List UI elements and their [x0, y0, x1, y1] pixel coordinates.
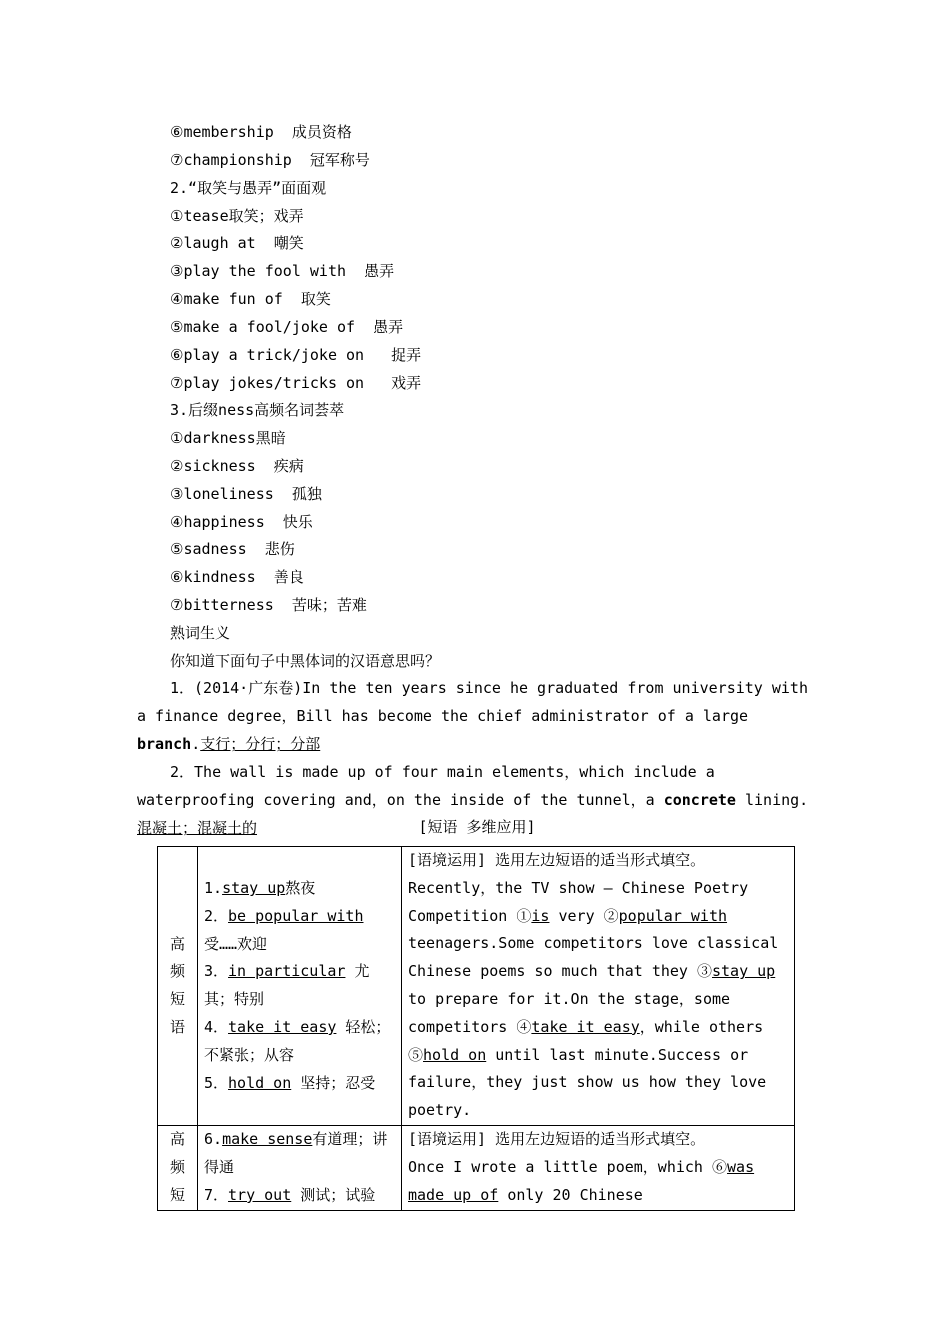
phrase-item: 1.stay up熬夜 — [204, 879, 316, 897]
phrase-item: 5．hold on 坚持；忍受 — [204, 1073, 376, 1092]
list-item: ⑥kindness 善良 — [170, 568, 304, 586]
section-heading: 2.“取笑与愚弄”面面观 — [170, 179, 327, 197]
phrase-item: 3．in particular 尤其；特别 — [204, 962, 370, 1009]
list-item: ④happiness 快乐 — [170, 513, 313, 531]
exercise-number: 1． — [170, 679, 195, 697]
question-prompt: 你知道下面句子中黑体词的汉语意思吗？ — [170, 652, 441, 670]
section-title: 熟词生义 — [170, 624, 231, 642]
list-item: ④make fun of 取笑 — [170, 290, 331, 308]
list-item: ①tease取笑；戏弄 — [170, 207, 304, 225]
row-label: 高 频 短 — [158, 1126, 198, 1210]
phrase-list — [198, 1126, 402, 1210]
answer: 混凝土；混凝土的 — [137, 819, 258, 837]
table-row — [158, 847, 795, 1126]
phrase-list — [198, 847, 402, 1126]
phrase-item: 6.make sense有道理；讲得通 — [204, 1130, 388, 1177]
table-row — [158, 1126, 795, 1210]
usage-heading: [语境运用] 选用左边短语的适当形式填空。 — [408, 1130, 706, 1149]
list-item: ⑤make a fool/joke of 愚弄 — [170, 318, 404, 336]
list-item: ③play the fool with 愚弄 — [170, 262, 395, 280]
list-item: ⑦bitterness 苦味；苦难 — [170, 596, 367, 614]
exercise-number: 2． — [170, 763, 195, 781]
exercise-2: 2．The wall is made up of four main elements，which include a waterproofing covering and，on the inside of the tunnel，a concrete lining.混凝土；混凝土的 — [137, 763, 809, 837]
answer: popular with — [618, 906, 728, 925]
list-item: ⑦play jokes/tricks on 戏弄 — [170, 374, 422, 392]
usage-cell — [402, 847, 795, 1126]
exercise-text: The wall is made up of four main elements，which include a waterproofing covering and，on the inside of the tunnel，a — [137, 763, 715, 809]
list-item: ⑤sadness 悲伤 — [170, 540, 295, 558]
usage-passage: Once I wrote a little poem，which ⑥was made up of only 20 Chinese — [408, 1158, 755, 1204]
usage-heading: [语境运用] 选用左边短语的适当形式填空。 — [408, 851, 706, 869]
exercise-1: 1．(2014·广东卷)In the ten years since he graduated from university with a finance degree，Bill has become the chief administrator of a large branch.支行；分行；分部 — [137, 679, 808, 753]
list-item: ⑥membership 成员资格 — [170, 123, 352, 141]
list-item: ⑥play a trick/joke on 捉弄 — [170, 346, 422, 364]
list-item: ③loneliness 孤独 — [170, 485, 322, 503]
bold-word: branch — [137, 735, 192, 753]
answer: stay up — [712, 962, 776, 981]
answer: take it easy — [531, 1017, 640, 1036]
usage-passage: Recently，the TV show — Chinese Poetry Competition ①is very ②popular with teenagers.Some competitors love classical Chinese poems so much that they ③stay up to prepare for it.On the stage，some competitors ④take it easy，while others ⑤hold on until last minute.Success or failure，they just show us how they love poetry. — [408, 878, 779, 1120]
answer: was made up of — [408, 1158, 755, 1204]
answer: 支行；分行；分部 — [200, 735, 321, 753]
bold-word: concrete — [663, 791, 736, 809]
row-label: 高 频 短 语 — [158, 847, 198, 1126]
table-caption: [短语 多维应用] — [418, 818, 536, 836]
exercise-source: (2014·广东卷) — [194, 679, 303, 697]
list-item: ②sickness 疾病 — [170, 457, 304, 475]
exercise-text: In the ten years since he graduated from university with a finance degree，Bill has become the chief administrator of a large — [137, 679, 808, 725]
list-item: ②laugh at 嘲笑 — [170, 234, 304, 252]
phrase-item: 4．take it easy 轻松；不紧张；从容 — [204, 1017, 391, 1064]
usage-cell — [402, 1126, 795, 1210]
phrase-item: 2．be popular with 受……欢迎 — [204, 906, 364, 953]
phrase-item: 7．try out 测试；试验 — [204, 1185, 376, 1204]
list-item: ⑦championship 冠军称号 — [170, 151, 370, 169]
answer: hold on — [423, 1045, 487, 1064]
phrase-table — [157, 846, 795, 1211]
section-heading: 3.后缀ness高频名词荟萃 — [170, 401, 345, 419]
answer: is — [531, 906, 550, 925]
list-item: ①darkness黑暗 — [170, 429, 286, 447]
